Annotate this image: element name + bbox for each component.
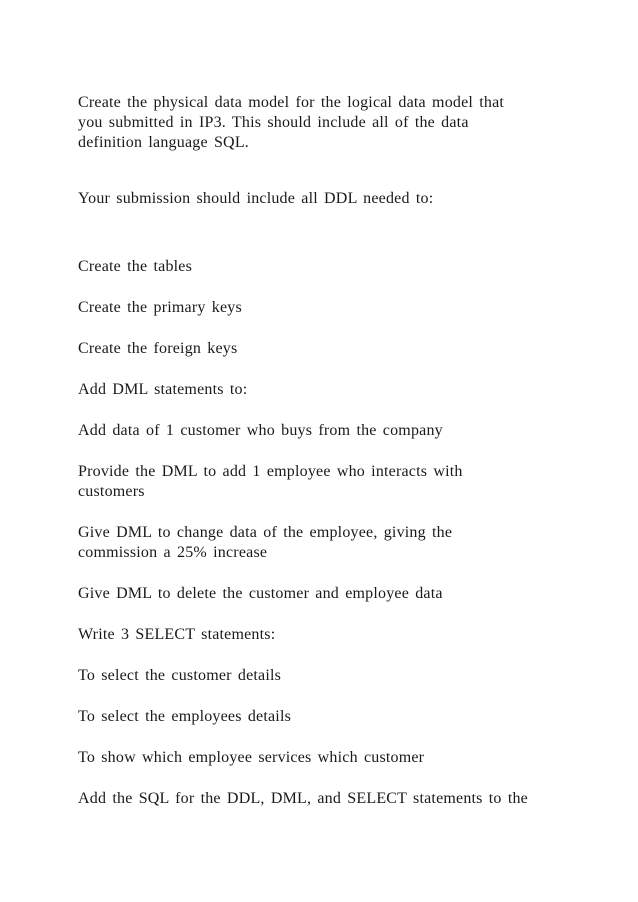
dml-item-delete-data: Give DML to delete the customer and employee data [78, 585, 443, 602]
dml-item-add-employee: Provide the DML to add 1 employee who interacts with customers [78, 463, 463, 500]
dml-item-change-employee: Give DML to change data of the employee, giving the commission a 25% increase [78, 524, 453, 561]
closing-line: Add the SQL for the DDL, DML, and SELECT statements to the [78, 790, 528, 807]
dml-item-add-customer: Add data of 1 customer who buys from the company [78, 422, 443, 439]
select-heading: Write 3 SELECT statements: [78, 626, 276, 643]
dml-heading: Add DML statements to: [78, 381, 248, 398]
ddl-item-primary-keys: Create the primary keys [78, 299, 242, 316]
select-item-employees: To select the employees details [78, 708, 292, 725]
document-body [78, 93, 578, 809]
ddl-item-foreign-keys: Create the foreign keys [78, 340, 238, 357]
select-item-customer: To select the customer details [78, 667, 282, 684]
submission-heading: Your submission should include all DDL needed to: [78, 190, 434, 207]
intro-paragraph: Create the physical data model for the logical data model that you submitted in IP3. This should include all of the data definition language SQL. [78, 94, 505, 151]
select-item-employee-customer: To show which employee services which customer [78, 749, 425, 766]
ddl-item-tables: Create the tables [78, 258, 193, 275]
